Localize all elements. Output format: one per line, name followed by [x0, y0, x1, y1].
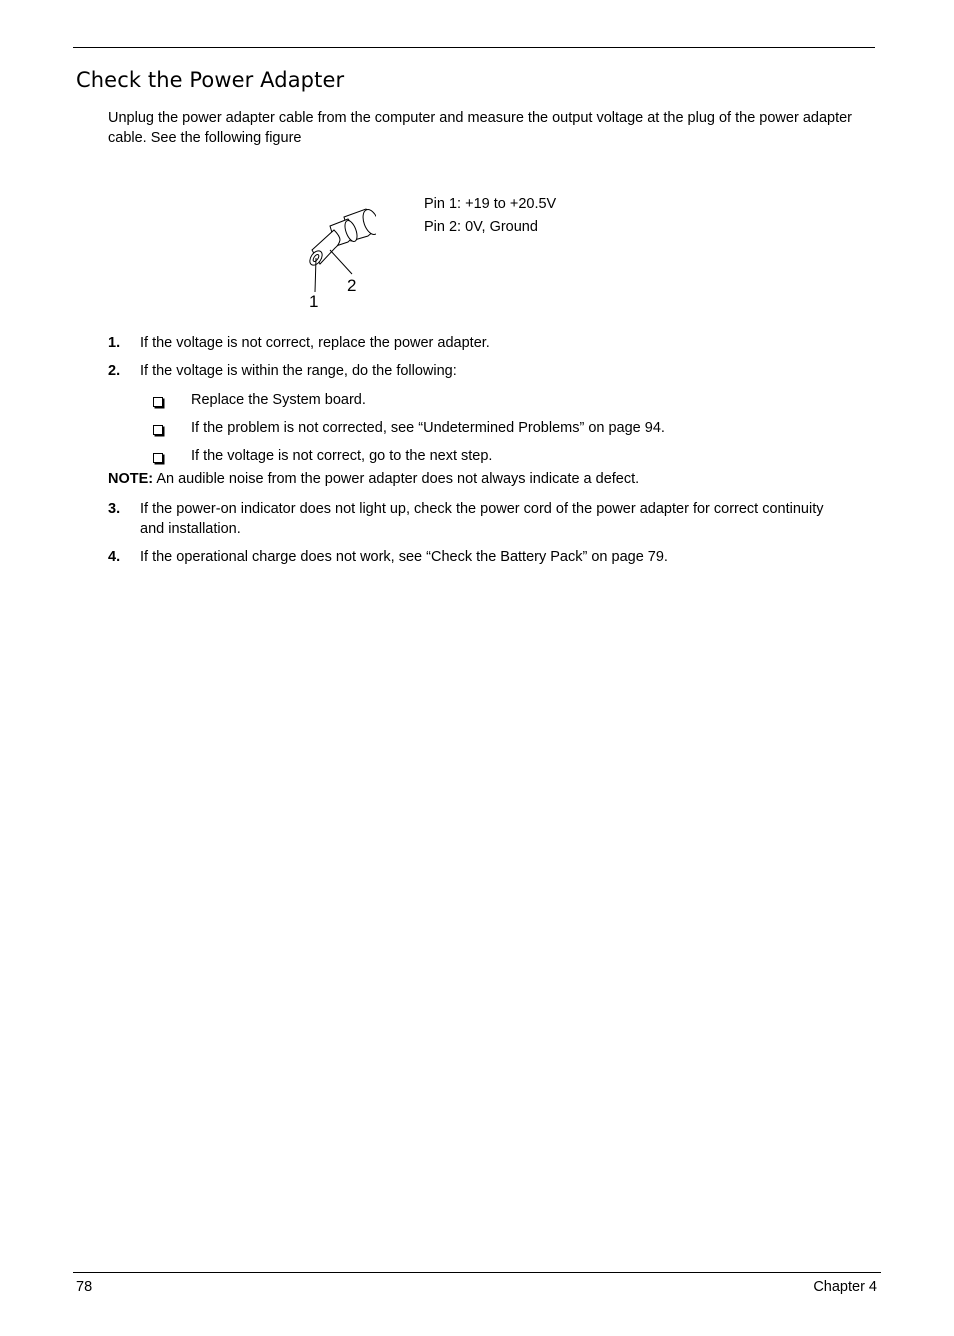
checkbox-bullet-icon	[153, 397, 163, 407]
note-label: NOTE:	[108, 471, 154, 487]
callout-label-1: 1	[309, 292, 319, 311]
step-number: 1.	[108, 335, 121, 351]
intro-paragraph: Unplug the power adapter cable from the computer and measure the output voltage at the plug of the power adapter cable. See the following figure	[108, 110, 853, 146]
header-rule	[73, 47, 875, 48]
checkbox-bullet-icon	[153, 425, 163, 435]
step-number: 2.	[108, 363, 121, 379]
note	[108, 471, 639, 487]
callout-line-2	[330, 250, 352, 274]
power-plug-figure	[296, 200, 376, 315]
chapter-label: Chapter 4	[813, 1279, 877, 1295]
callout-label-2: 2	[347, 276, 357, 295]
note-text: An audible noise from the power adapter does not always indicate a defect.	[153, 471, 640, 487]
page-number: 78	[76, 1279, 93, 1295]
substep-text: If the problem is not corrected, see “Undetermined Problems” on page 94.	[191, 420, 665, 436]
step-text: If the voltage is within the range, do the following:	[140, 363, 457, 379]
substep-text: If the voltage is not correct, go to the next step.	[191, 448, 493, 464]
step-text: If the operational charge does not work, see “Check the Battery Pack” on page 79.	[140, 549, 668, 565]
pin2-label: Pin 2: 0V, Ground	[424, 219, 538, 235]
section-title: Check the Power Adapter	[76, 68, 345, 92]
pin1-label: Pin 1: +19 to +20.5V	[424, 196, 557, 212]
step-text: If the voltage is not correct, replace the power adapter.	[140, 335, 490, 351]
step-text: If the power-on indicator does not light up, check the power cord of the power adapter for correct continuity and installation.	[140, 501, 824, 537]
step-number: 4.	[108, 549, 121, 565]
checkbox-bullet-icon	[153, 453, 163, 463]
footer-rule	[73, 1272, 881, 1273]
step-number: 3.	[108, 501, 121, 517]
substep-text: Replace the System board.	[191, 392, 366, 408]
